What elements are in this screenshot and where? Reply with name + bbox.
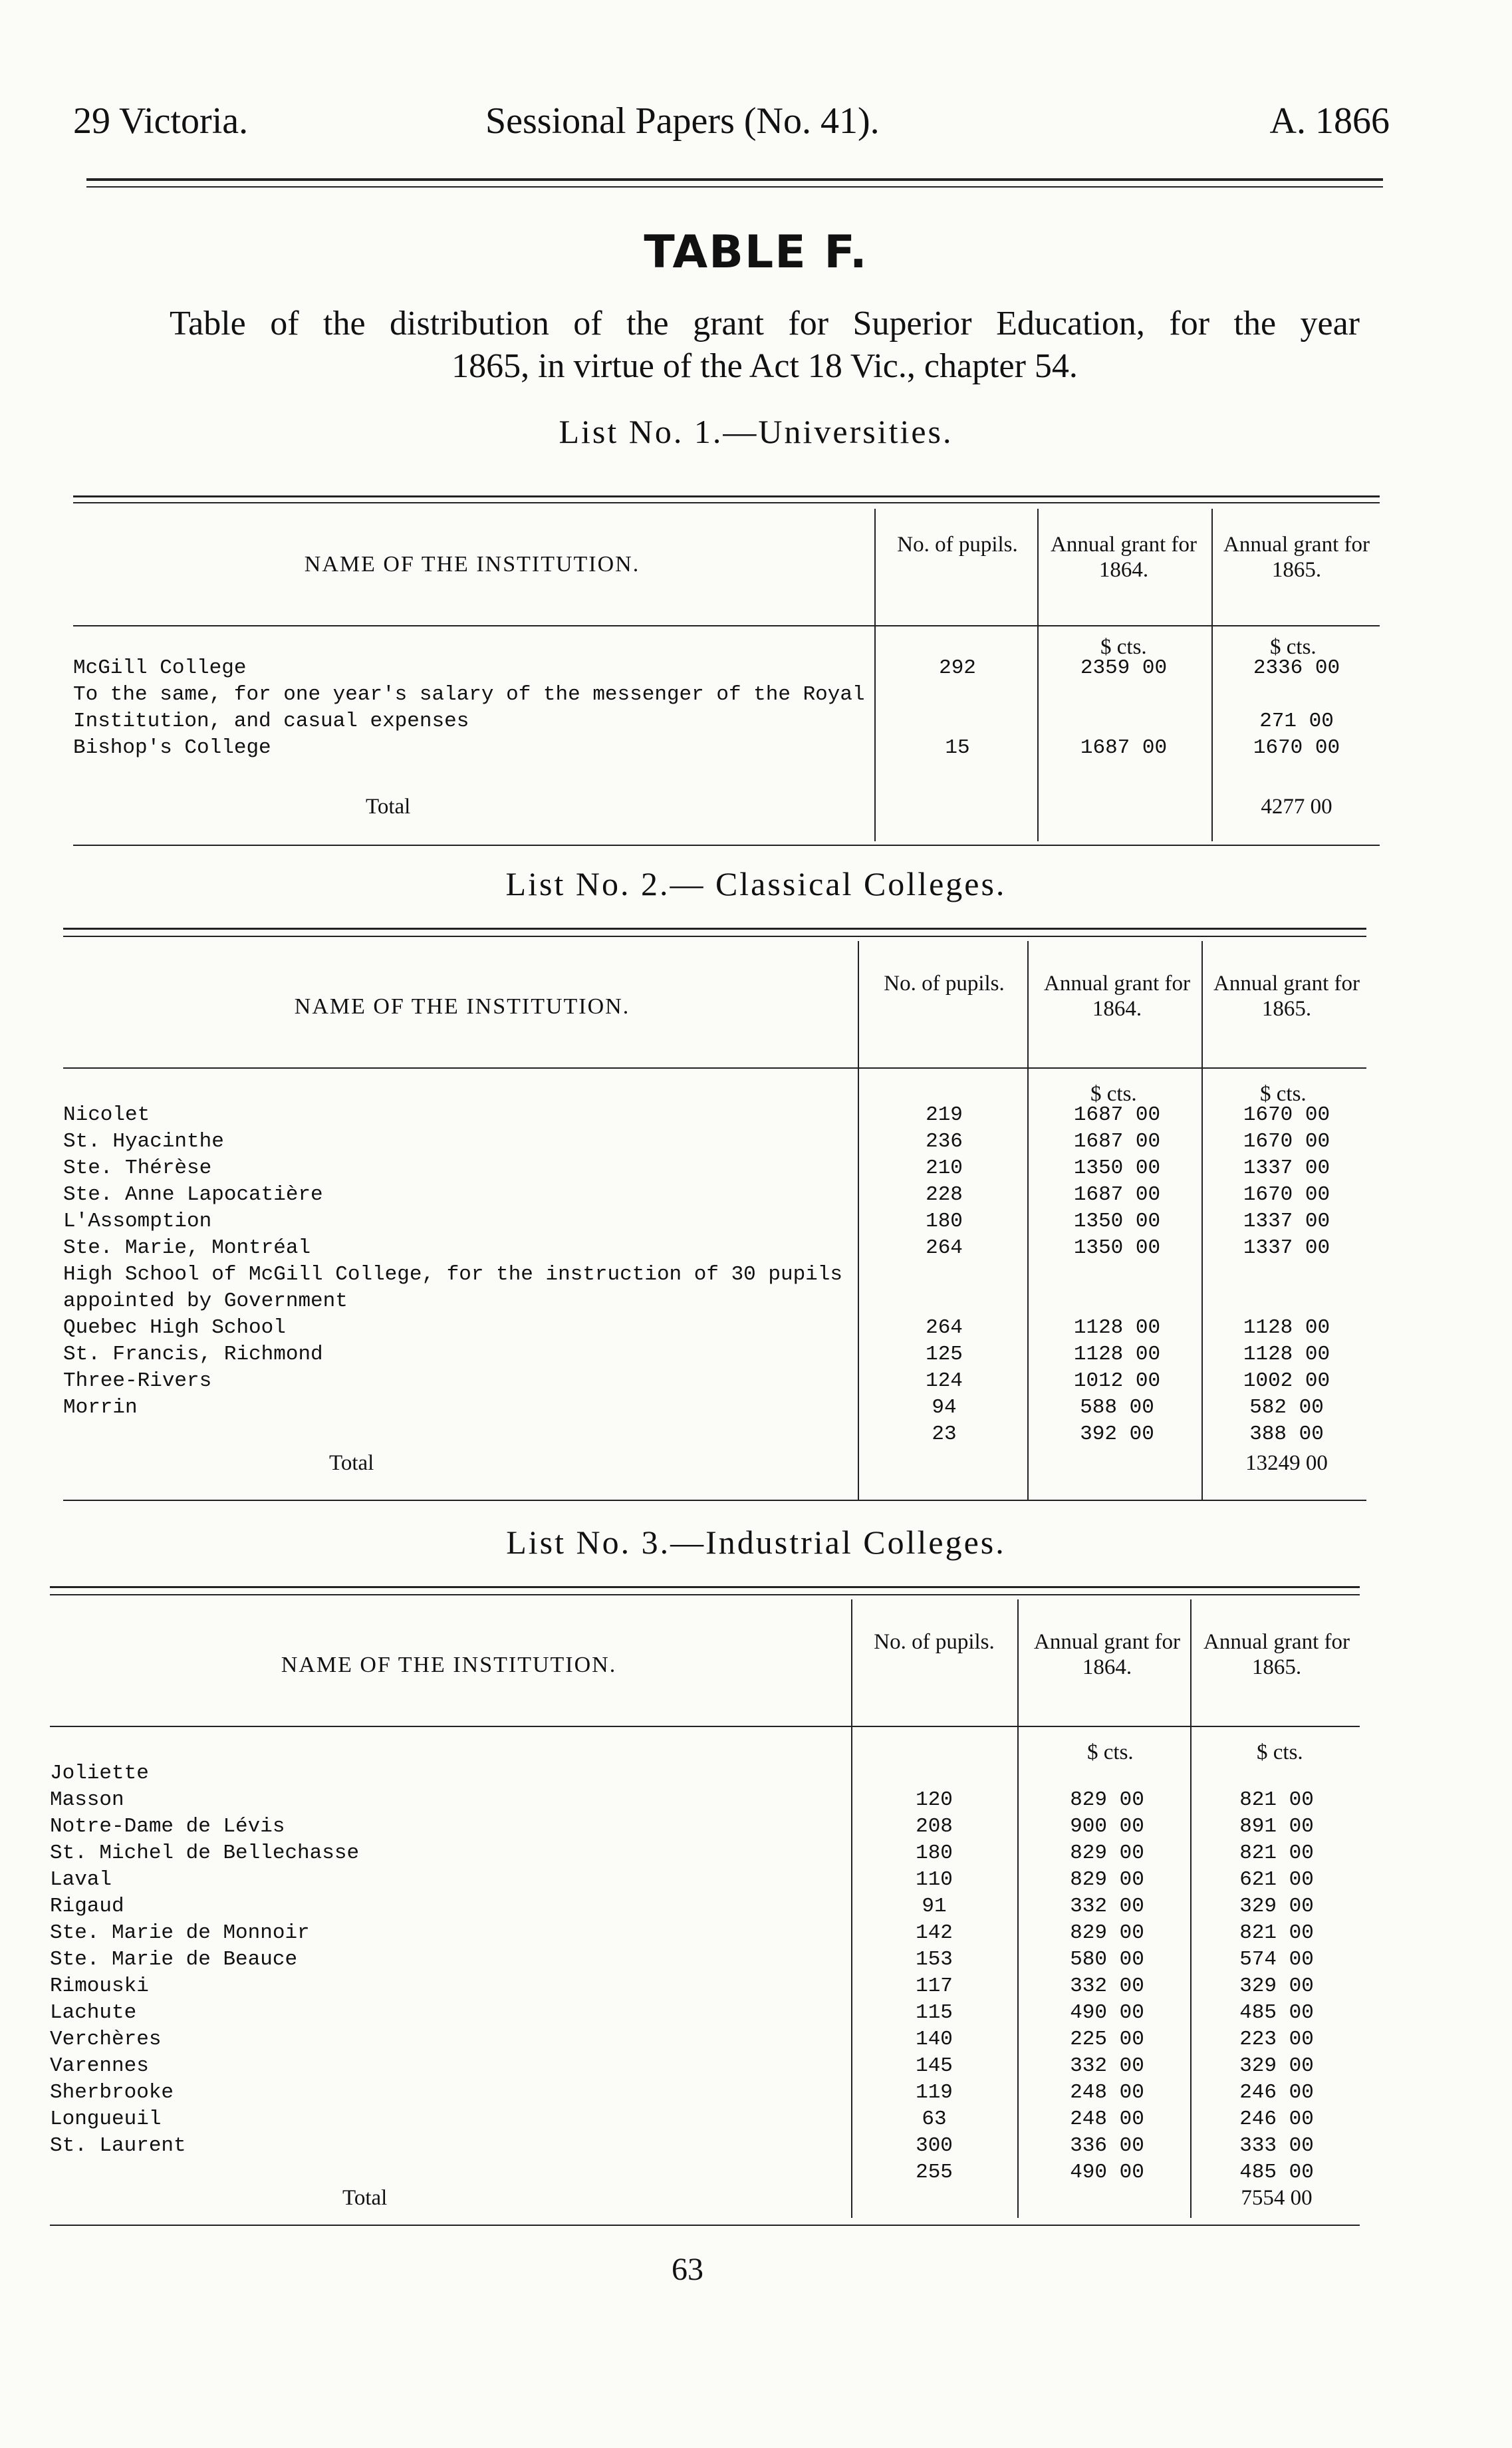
- pupil-count: 219: [926, 1103, 963, 1127]
- pupil-count: 264: [926, 1236, 963, 1260]
- grant-1865-value: 1337 00: [1243, 1156, 1330, 1180]
- institution-name: Laval: [50, 1868, 112, 1891]
- table-row: [63, 1395, 1366, 1421]
- institution-name: Lachute: [50, 2001, 137, 2024]
- grant-1865-value: 388 00: [1249, 1423, 1324, 1446]
- table-row: [63, 1235, 1366, 1262]
- institution-name: Quebec High School: [63, 1316, 286, 1339]
- grant-1864-value: 248 00: [1070, 2108, 1144, 2131]
- grant-1864-value: 225 00: [1070, 2028, 1144, 2051]
- col-header-name: NAME OF THE INSTITUTION.: [294, 994, 630, 1019]
- header-rule-top: [86, 178, 1383, 181]
- grant-1865-value: 891 00: [1239, 1815, 1314, 1838]
- table-row: [50, 1760, 1360, 1787]
- table-row: [50, 1867, 1360, 1893]
- grant-1864-value: 332 00: [1070, 2054, 1144, 2078]
- col-header-grant-1865: Annual grant for 1865.: [1223, 533, 1370, 582]
- institution-name: Longueuil: [50, 2108, 162, 2131]
- pupil-count: 208: [916, 1815, 953, 1838]
- grant-1864-value: 900 00: [1070, 1815, 1144, 1838]
- list1-total-row: [73, 793, 1380, 820]
- table-rule: [73, 625, 1380, 626]
- pupil-count: 120: [916, 1788, 953, 1812]
- grant-1865-value: 1337 00: [1243, 1210, 1330, 1233]
- institution-name: Ste. Thérèse: [63, 1156, 212, 1180]
- grant-1865-value: 821 00: [1239, 1788, 1314, 1812]
- pupil-count: 125: [926, 1343, 963, 1366]
- units-1865: $ cts.: [1257, 1740, 1303, 1764]
- header-rule-bottom: [86, 186, 1383, 188]
- table-row: [50, 2026, 1360, 2053]
- pupil-count: 142: [916, 1921, 953, 1945]
- table-row: [63, 1262, 1366, 1288]
- total-label: Total: [329, 1451, 374, 1475]
- pupil-count: 228: [926, 1183, 963, 1206]
- grant-1864-value: 829 00: [1070, 1921, 1144, 1945]
- grant-1865-value: 1002 00: [1243, 1369, 1330, 1393]
- pupil-count: 300: [916, 2134, 953, 2157]
- grant-1864-value: 1128 00: [1073, 1343, 1161, 1366]
- grant-1865-value: 1128 00: [1243, 1343, 1330, 1366]
- institution-name: Ste. Anne Lapocatière: [63, 1183, 323, 1206]
- grant-1865-value: 574 00: [1239, 1948, 1314, 1971]
- table-row: [50, 1840, 1360, 1867]
- institution-name: Morrin: [63, 1396, 138, 1419]
- pupil-count: 140: [916, 2028, 953, 2051]
- institution-name: McGill College: [73, 656, 247, 680]
- units-1864: $ cts.: [1100, 635, 1147, 659]
- units-1864: $ cts.: [1087, 1740, 1134, 1764]
- list1-heading: List No. 1.—Universities.: [559, 413, 953, 450]
- table-row: [50, 2000, 1360, 2026]
- grant-1864-value: 332 00: [1070, 1974, 1144, 1998]
- table-row: [63, 1368, 1366, 1395]
- grant-1865-value: 821 00: [1239, 1921, 1314, 1945]
- table-caption: [170, 303, 1360, 388]
- units-1865: $ cts.: [1270, 635, 1317, 659]
- pupil-count: 63: [922, 2108, 947, 2131]
- col-header-pupils: No. of pupils.: [897, 533, 1018, 557]
- institution-name: Ste. Marie de Monnoir: [50, 1921, 310, 1945]
- institution-name: Ste. Marie, Montréal: [63, 1236, 311, 1260]
- list2-table: [63, 928, 1366, 1510]
- grant-1864-value: 490 00: [1070, 2001, 1144, 2024]
- grant-1864-value: 1012 00: [1073, 1369, 1161, 1393]
- pupil-count: 119: [916, 2081, 953, 2104]
- grant-1865-value: 1670 00: [1243, 1103, 1330, 1127]
- grant-1865-value: 1670 00: [1253, 736, 1340, 759]
- col-header-pupils: No. of pupils.: [874, 1630, 995, 1654]
- table-row: [50, 1920, 1360, 1947]
- pupil-count: 15: [945, 736, 970, 759]
- grant-1865-value: 246 00: [1239, 2108, 1314, 2131]
- grant-1865-value: 271 00: [1259, 710, 1334, 733]
- grant-1865-value: 485 00: [1239, 2161, 1314, 2184]
- table-rule: [50, 1586, 1360, 1588]
- col-header-grant-1865: Annual grant for 1865.: [1203, 1630, 1350, 1679]
- table-row: [50, 1787, 1360, 1814]
- table-rule: [63, 936, 1366, 937]
- list3-table: [50, 1586, 1360, 2228]
- institution-name: St. Hyacinthe: [63, 1130, 224, 1153]
- institution-name: Institution, and casual expenses: [73, 710, 469, 733]
- page-number: 63: [672, 2252, 703, 2287]
- pupil-count: 110: [916, 1868, 953, 1891]
- table-row: [50, 1893, 1360, 1920]
- institution-name: St. Laurent: [50, 2134, 186, 2157]
- pupil-count: 153: [916, 1948, 953, 1971]
- grant-1865-value: 329 00: [1239, 2054, 1314, 2078]
- grant-1864-value: 1687 00: [1080, 736, 1168, 759]
- institution-name: St. Francis, Richmond: [63, 1343, 323, 1366]
- col-header-name: NAME OF THE INSTITUTION.: [304, 552, 640, 577]
- table-row: [50, 2133, 1360, 2159]
- table-row: [73, 682, 1380, 708]
- grant-1865-value: 246 00: [1239, 2081, 1314, 2104]
- grant-1865-value: 329 00: [1239, 1895, 1314, 1918]
- col-header-pupils: No. of pupils.: [884, 972, 1005, 996]
- institution-name: St. Michel de Bellechasse: [50, 1841, 360, 1865]
- total-label: Total: [366, 795, 411, 819]
- list2-heading: List No. 2.— Classical Colleges.: [505, 865, 1007, 902]
- table-row: [63, 1129, 1366, 1155]
- table-rule: [73, 495, 1380, 497]
- grant-1864-value: 829 00: [1070, 1868, 1144, 1891]
- col-header-grant-1865: Annual grant for 1865.: [1213, 972, 1360, 1021]
- units-1865: $ cts.: [1260, 1082, 1307, 1106]
- pupil-count: 117: [916, 1974, 953, 1998]
- pupil-count: 145: [916, 2054, 953, 2078]
- pupil-count: 115: [916, 2001, 953, 2024]
- institution-name: High School of McGill College, for the instruction of 30 pupils: [63, 1263, 842, 1286]
- table-row: [73, 735, 1380, 761]
- pupil-count: 124: [926, 1369, 963, 1393]
- table-rule: [63, 928, 1366, 930]
- grant-1864-value: 2359 00: [1080, 656, 1168, 680]
- table-row: [50, 1814, 1360, 1840]
- header-center: Sessional Papers (No. 41).: [485, 100, 880, 142]
- institution-name: Joliette: [50, 1762, 149, 1785]
- grant-1865-value: 2336 00: [1253, 656, 1340, 680]
- list2-total-row: [63, 1450, 1366, 1476]
- institution-name: Verchères: [50, 2028, 162, 2051]
- table-row: [63, 1182, 1366, 1208]
- total-label: Total: [342, 2186, 388, 2210]
- list3-heading: List No. 3.—Industrial Colleges.: [506, 1524, 1006, 1561]
- table-row: [63, 1288, 1366, 1315]
- institution-name: Nicolet: [63, 1103, 150, 1127]
- table-row: [50, 2080, 1360, 2106]
- table-row: [50, 1947, 1360, 1973]
- grant-1865-value: 821 00: [1239, 1841, 1314, 1865]
- table-row: [50, 1973, 1360, 2000]
- table-row: [50, 2106, 1360, 2133]
- table-row: [50, 2053, 1360, 2080]
- institution-name: Varennes: [50, 2054, 149, 2078]
- caption-line-2: 1865, in virtue of the Act 18 Vic., chapter 54.: [451, 347, 1078, 385]
- grant-1864-value: 580 00: [1070, 1948, 1144, 1971]
- institution-name: L'Assomption: [63, 1210, 212, 1233]
- pupil-count: 180: [926, 1210, 963, 1233]
- table-rule: [63, 1500, 1366, 1501]
- col-header-grant-1864: Annual grant for 1864.: [1044, 972, 1190, 1021]
- grant-1865-value: 582 00: [1249, 1396, 1324, 1419]
- grant-1864-value: 588 00: [1080, 1396, 1154, 1419]
- pupil-count: 292: [939, 656, 976, 680]
- grant-1864-value: 336 00: [1070, 2134, 1144, 2157]
- pupil-count: 91: [922, 1895, 947, 1918]
- list1-table: [73, 495, 1380, 855]
- table-row: [63, 1155, 1366, 1182]
- grant-1864-value: 392 00: [1080, 1423, 1154, 1446]
- grant-1864-value: 829 00: [1070, 1788, 1144, 1812]
- table-rule: [50, 1594, 1360, 1595]
- table-row: [73, 708, 1380, 735]
- pupil-count: 255: [916, 2161, 953, 2184]
- grant-1865-value: 1670 00: [1243, 1130, 1330, 1153]
- pupil-count: 23: [932, 1423, 957, 1446]
- grant-1864-value: 1350 00: [1073, 1236, 1161, 1260]
- pupil-count: 236: [926, 1130, 963, 1153]
- grant-1864-value: 1687 00: [1073, 1130, 1161, 1153]
- header-right: A. 1866: [1269, 100, 1390, 142]
- grant-1864-value: 332 00: [1070, 1895, 1144, 1918]
- institution-name: Notre-Dame de Lévis: [50, 1815, 285, 1838]
- institution-name: Rigaud: [50, 1895, 124, 1918]
- units-1864: $ cts.: [1090, 1082, 1137, 1106]
- table-rule: [50, 2225, 1360, 2226]
- table-row: [63, 1102, 1366, 1129]
- institution-name: To the same, for one year's salary of the messenger of the Royal: [73, 683, 865, 706]
- grant-1865-value: 1670 00: [1243, 1183, 1330, 1206]
- grant-1865-value: 223 00: [1239, 2028, 1314, 2051]
- table-rule: [73, 502, 1380, 503]
- pupil-count: 180: [916, 1841, 953, 1865]
- running-header: [73, 100, 1390, 153]
- grant-1865-value: 621 00: [1239, 1868, 1314, 1891]
- institution-name: Rimouski: [50, 1974, 149, 1998]
- pupil-count: 94: [932, 1396, 957, 1419]
- institution-name: Ste. Marie de Beauce: [50, 1948, 298, 1971]
- grant-1865-value: 1128 00: [1243, 1316, 1330, 1339]
- total-value: 13249 00: [1245, 1451, 1328, 1475]
- institution-name: Sherbrooke: [50, 2081, 174, 2104]
- caption-line-1: Table of the distribution of the grant for Superior Education, for the year: [170, 305, 1360, 342]
- institution-name: Bishop's College: [73, 736, 271, 759]
- table-rule: [50, 1726, 1360, 1727]
- grant-1865-value: 329 00: [1239, 1974, 1314, 1998]
- grant-1864-value: 1687 00: [1073, 1183, 1161, 1206]
- grant-1865-value: 333 00: [1239, 2134, 1314, 2157]
- grant-1864-value: 1128 00: [1073, 1316, 1161, 1339]
- table-row: [63, 1341, 1366, 1368]
- grant-1864-value: 1350 00: [1073, 1210, 1161, 1233]
- grant-1865-value: 1337 00: [1243, 1236, 1330, 1260]
- institution-name: Three-Rivers: [63, 1369, 212, 1393]
- table-row: [63, 1421, 1366, 1448]
- institution-name: Masson: [50, 1788, 124, 1812]
- grant-1864-value: 1687 00: [1073, 1103, 1161, 1127]
- header-left: 29 Victoria.: [73, 100, 249, 142]
- col-header-grant-1864: Annual grant for 1864.: [1034, 1630, 1180, 1679]
- institution-name: appointed by Government: [63, 1290, 348, 1313]
- table-row: [63, 1208, 1366, 1235]
- table-rule: [63, 1067, 1366, 1069]
- grant-1865-value: 485 00: [1239, 2001, 1314, 2024]
- table-row: [63, 1315, 1366, 1341]
- col-header-grant-1864: Annual grant for 1864.: [1051, 533, 1197, 582]
- total-value: 4277 00: [1261, 795, 1332, 819]
- table-title: TABLE F.: [644, 226, 868, 279]
- grant-1864-value: 829 00: [1070, 1841, 1144, 1865]
- table-row: [73, 655, 1380, 682]
- list3-total-row: [50, 2185, 1360, 2211]
- pupil-count: 264: [926, 1316, 963, 1339]
- col-header-name: NAME OF THE INSTITUTION.: [281, 1653, 617, 1677]
- table-row: [50, 2159, 1360, 2186]
- total-value: 7554 00: [1241, 2186, 1313, 2210]
- table-rule: [73, 845, 1380, 846]
- pupil-count: 210: [926, 1156, 963, 1180]
- grant-1864-value: 490 00: [1070, 2161, 1144, 2184]
- grant-1864-value: 1350 00: [1073, 1156, 1161, 1180]
- grant-1864-value: 248 00: [1070, 2081, 1144, 2104]
